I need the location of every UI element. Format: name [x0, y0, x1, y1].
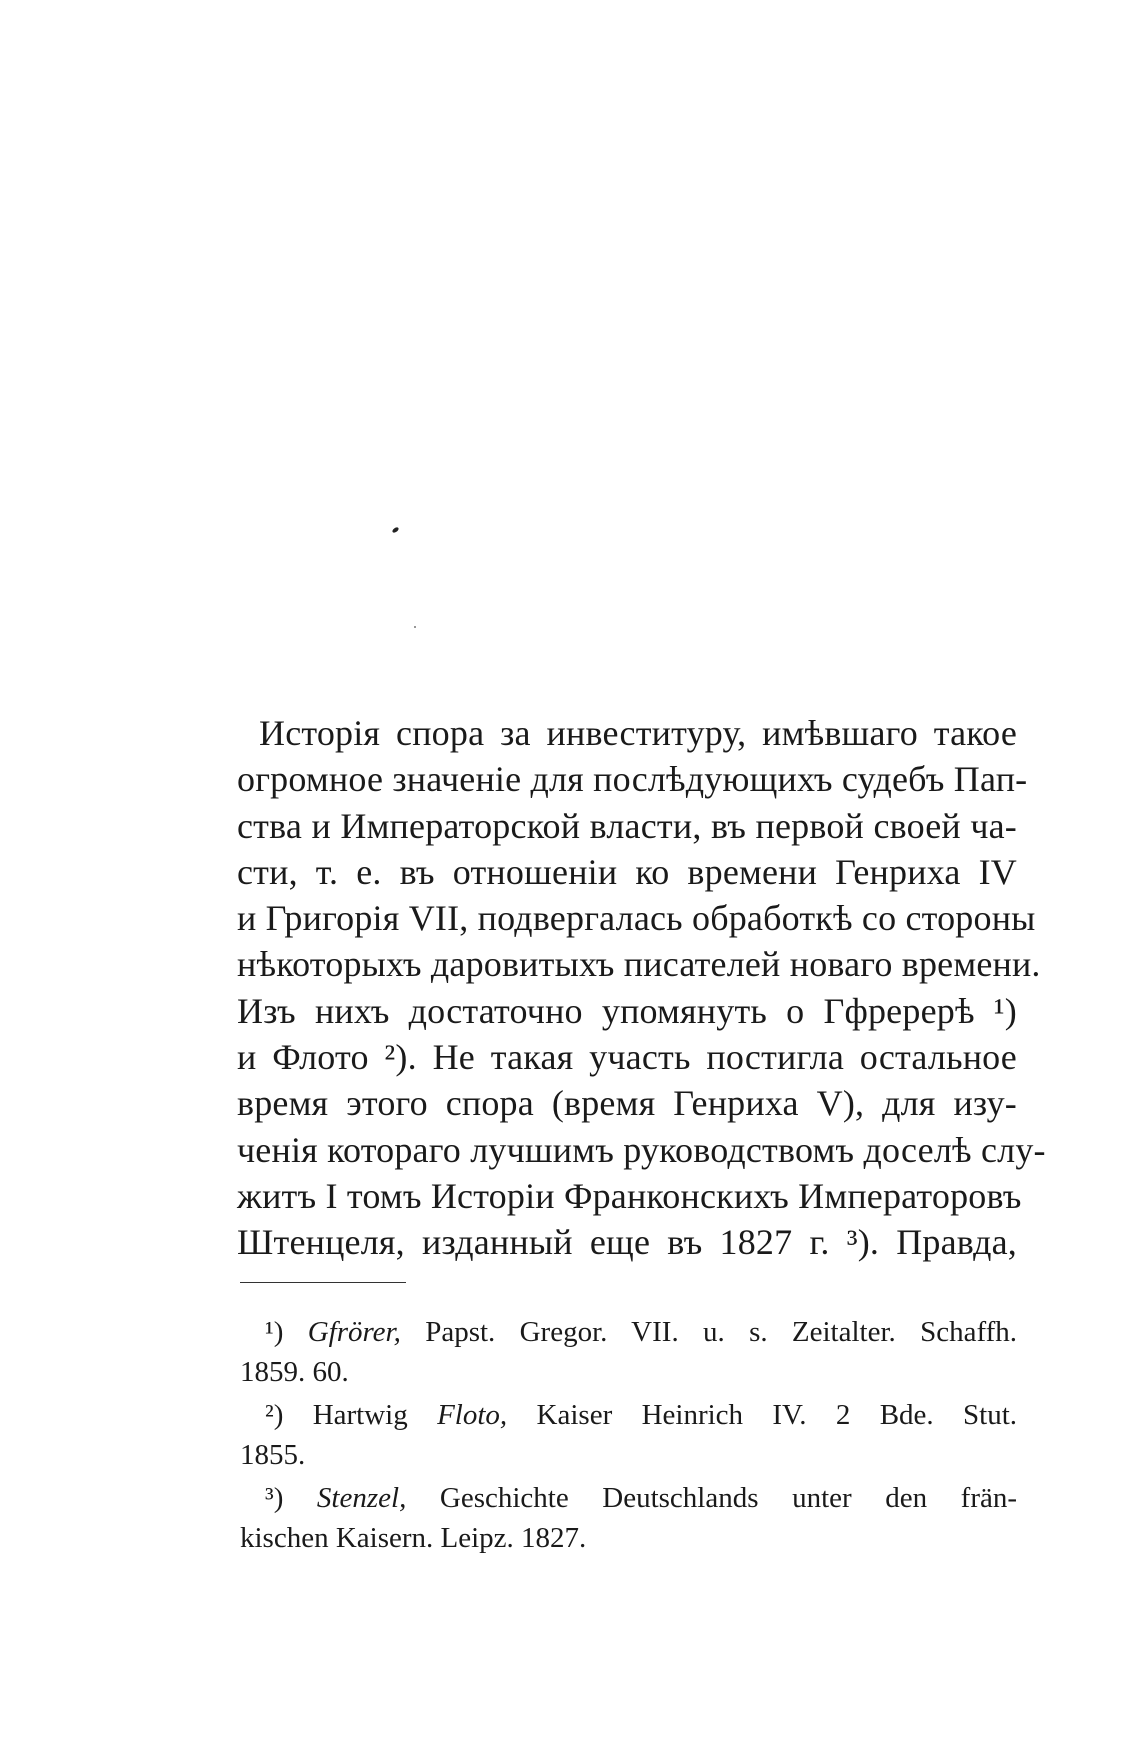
- footnote-author: Floto,: [437, 1399, 508, 1431]
- footnote-text: Geschichte Deutschlands unter den frän-: [406, 1482, 1018, 1514]
- paragraph-line: Штенцеля, изданный еще въ 1827 г. ³). Правда,: [237, 1222, 1017, 1263]
- footnote-3: [240, 1479, 1017, 1558]
- footnote-2: [240, 1396, 1017, 1475]
- footnote-line: [240, 1479, 1017, 1519]
- paragraph-line: время этого спора (время Генриха V), для изу-: [237, 1083, 1017, 1124]
- paragraph-line: Исторія спора за инвеституру, имѣвшаго такое: [259, 713, 1017, 753]
- paragraph-line: Изъ нихъ достаточно упомянуть о Гфререрѣ ¹): [237, 990, 1017, 1031]
- footnote-text: Kaiser Heinrich IV. 2 Bde. Stut.: [507, 1399, 1017, 1431]
- paragraph-line: ства и Императорской власти, въ первой своей ча-: [237, 805, 1017, 846]
- ink-speck: [391, 526, 399, 533]
- paragraph-line: ченія котораго лучшимъ руководствомъ доселѣ слу-: [237, 1129, 1046, 1170]
- footnote-author: Stenzel,: [316, 1482, 407, 1514]
- footnote-continuation: 1855.: [240, 1438, 306, 1471]
- footnote-1: [240, 1313, 1017, 1392]
- footnote-separator: [240, 1282, 406, 1283]
- footnote-marker: ³): [265, 1482, 284, 1514]
- main-paragraph: [237, 710, 1046, 1266]
- paragraph-line: сти, т. е. въ отношеніи ко времени Генриха IV: [237, 851, 1017, 892]
- paragraph-line: огромное значеніе для послѣдующихъ судебъ Пап-: [237, 759, 1028, 800]
- ink-speck: [414, 626, 416, 628]
- footnote-line: [240, 1313, 1017, 1353]
- paragraph-line: нѣкоторыхъ даровитыхъ писателей новаго времени.: [237, 944, 1041, 985]
- footnote-text: Papst. Gregor. VII. u. s. Zeitalter. Schaffh.: [400, 1316, 1018, 1348]
- footnote-continuation: kischen Kaisern. Leipz. 1827.: [240, 1521, 587, 1554]
- footnotes: [240, 1313, 1017, 1562]
- footnote-marker: ²): [265, 1399, 284, 1431]
- footnote-text: Hartwig: [283, 1399, 438, 1431]
- paragraph-line: житъ I томъ Исторіи Франконскихъ Императоровъ: [237, 1175, 1022, 1216]
- footnote-author: Gfrörer,: [307, 1316, 401, 1348]
- paragraph-line: и Григорія VII, подвергалась обработкѣ со стороны: [237, 898, 1036, 939]
- footnote-continuation: 1859. 60.: [240, 1355, 349, 1388]
- footnote-line: [240, 1396, 1017, 1436]
- paragraph-line: и Флото ²). Не такая участь постигла остальное: [237, 1037, 1017, 1078]
- footnote-marker: ¹): [265, 1316, 284, 1348]
